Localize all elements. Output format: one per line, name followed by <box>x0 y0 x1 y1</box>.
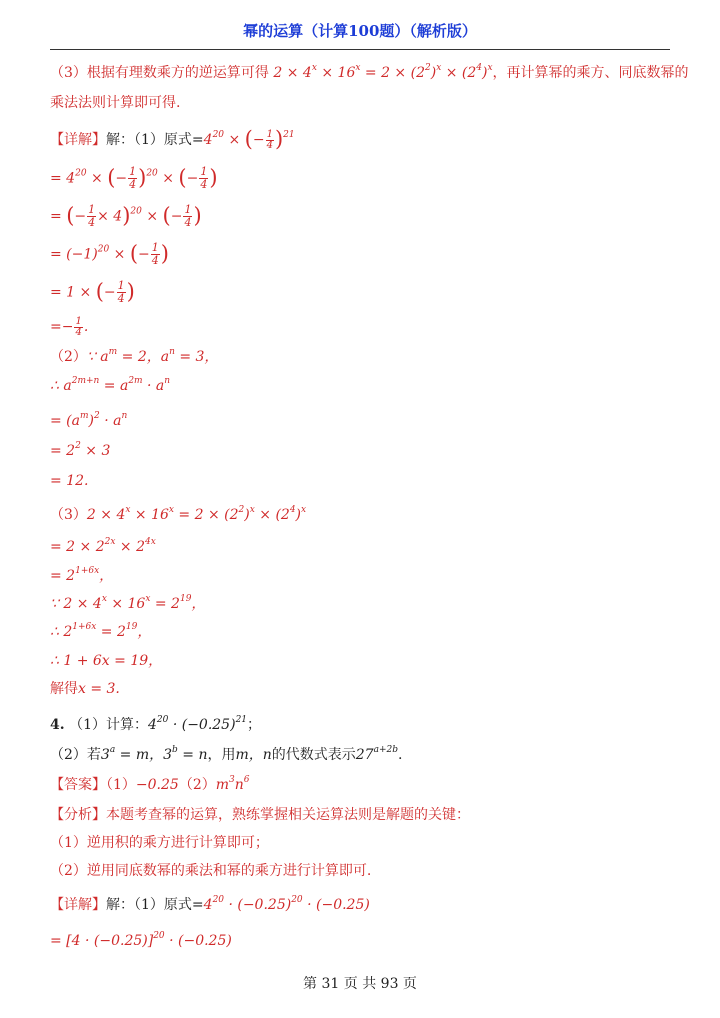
answer-line: 【答案】$(1)-0.25(2)m^3n^6$ <box>50 775 250 793</box>
part2-line-2: ∴ $a^{2m+n} = a^{2m} \cdot a^n$ <box>50 376 171 394</box>
step-4: = 1 × (− $\frac{1}{4}$ ) <box>50 279 135 305</box>
answer-1-label: （1） <box>106 777 136 793</box>
q4-number: 4. <box>50 717 65 733</box>
detail2-intro: 解：（1）原式= <box>106 897 204 913</box>
step-5: =− $\frac{1}{4}$ . <box>50 315 89 338</box>
page-header-title: 幂的运算（计算100题）（解析版） <box>243 22 477 40</box>
detail2-line-2: = $[4 \cdot (-0.25)]^{20} \cdot (-0.25)$ <box>50 931 232 949</box>
detail-line-1 <box>50 128 295 151</box>
part3-line-4: ∵ $2 \times 4^x \times 16^x = 2^{19}$， <box>50 594 206 612</box>
answer-2-label: （2） <box>178 777 216 793</box>
part3-label: （3） <box>50 507 87 523</box>
step-2: = (− $\frac{1}{4}$ × 4)$^{20}$ × (− $\frac{1}{4}$ ) <box>50 203 202 229</box>
part3-line-7: 解得x = 3. <box>50 681 120 697</box>
step-1: = $4^{20}$ × (− $\frac{1}{4}$ )$^{20}$ × (− $\frac{1}{4}$ ) <box>50 165 218 191</box>
detail2-tag: 【详解】 <box>50 897 106 913</box>
detail-tag: 【详解】 <box>50 132 106 148</box>
jiede-label: 解得 <box>50 681 78 697</box>
hint-text-b: ，再计算幂的乘方、同底数幂的 <box>492 65 689 81</box>
analysis-line <box>50 804 470 826</box>
detail-intro: 解：（1）原式= <box>106 132 204 148</box>
analysis-item-1: （1）逆用积的乘方进行计算即可； <box>50 835 269 851</box>
hint-line-2: 乘法法则计算即可得. <box>50 95 181 111</box>
part2-line-1: （2）∵ $a^m = 2$，$a^n = 3$， <box>50 347 219 365</box>
analysis-item-2: （2）逆用同底数幂的乘法和幂的乘方进行计算即可. <box>50 863 372 879</box>
hint-text-a: （3）根据有理数乘方的逆运算可得 <box>50 65 269 81</box>
part2-label: （2） <box>50 349 87 365</box>
part3-line-2: = $2 \times 2^{2x} \times 2^{4x}$ <box>50 537 156 555</box>
step-3: = $(-1)^{20}$ × (− $\frac{1}{4}$ ) <box>50 241 169 267</box>
part2-line-4: = $2^2 \times 3$ <box>50 441 111 459</box>
part3-line-3: = $2^{1+6x}$， <box>50 566 114 584</box>
page-number: 第 31 页 共 93 页 <box>303 976 417 992</box>
q4-part2-b: ，用 <box>207 747 236 763</box>
analysis-tag: 【分析】 <box>50 807 106 823</box>
analysis-text: 本题考查幂的运算，熟练掌握相关运算法则是解题的关键： <box>106 807 470 823</box>
part3-line-5: ∴ $2^{1+6x} = 2^{19}$， <box>50 622 152 640</box>
hint-formula: $2 \times 4^x \times 16^x = 2 \times (2^2)^x \times (2^4)^x$ <box>273 63 493 81</box>
part3-line-1: $(3)2 \times 4^x \times 16^x = 2 \times (2^2)^x \times (2^4)^x$ <box>50 505 307 523</box>
q4-part2-c: 的代数式表示 <box>271 747 356 763</box>
header-rule <box>50 49 670 50</box>
part2-line-5: = 12. <box>50 473 89 489</box>
hint-line-1 <box>50 62 689 84</box>
q4-part2-a: （2）若 <box>50 747 101 763</box>
detail2-line-1: 【详解】解：（1）原式$=4^{20} \cdot (-0.25)^{20} \cdot (-0.25)$ <box>50 895 370 913</box>
q4-line-2: （2）若$3^a = m$，$3^b = n$，用m，n的代数式表示$27^{a+2b}$. <box>50 745 403 763</box>
answer-tag: 【答案】 <box>50 777 106 793</box>
q4-part1-label: （1）计算： <box>69 717 148 733</box>
part2-line-3: = $(a^m)^2 \cdot a^n$ <box>50 411 128 429</box>
detail-formula-1: $4^{20}$ × (− $\frac{1}{4}$ )$^{21}$ <box>203 127 295 151</box>
q4-line-1: 4. （1）计算：$4^{20} \cdot (-0.25)^{21}$； <box>50 715 262 733</box>
part3-line-6: ∴ 1 + 6x = 19， <box>50 653 163 669</box>
